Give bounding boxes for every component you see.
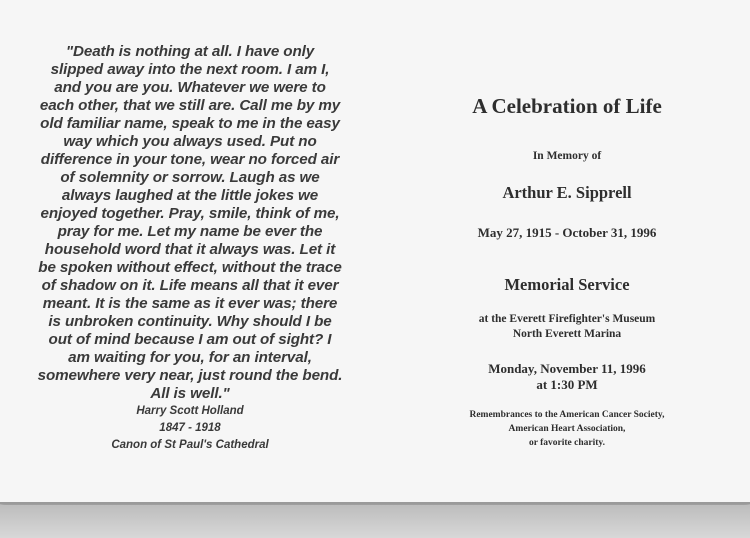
quote-line: each other, that we still are. Call me by my [39, 97, 341, 114]
deceased-name: Arthur E. Sipprell [502, 183, 632, 202]
quote-line: difference in your tone, wear no forced air [40, 151, 340, 168]
quote-line: All is well." [150, 385, 230, 402]
service-location: at the Everett Firefighter's Museum [478, 313, 656, 325]
quote-line: is unbroken continuity. Why should I be [48, 313, 332, 330]
scanner-background [0, 505, 750, 538]
holland-quote [10, 43, 370, 454]
quote-line: am waiting for you, for an interval, [68, 349, 312, 366]
life-dates: May 27, 1915 - October 31, 1996 [477, 225, 657, 240]
quote-line: be spoken without effect, without the trace [38, 259, 342, 276]
program-heading: A Celebration of Life [472, 94, 662, 118]
service-location-2: North Everett Marina [512, 328, 622, 340]
quote-line: out of mind because I am out of sight? I [48, 331, 332, 348]
quote-line: meant. It is the same as it ever was; there [42, 295, 338, 312]
in-memory-label: In Memory of [532, 150, 602, 162]
remembrances-line: American Heart Association, [508, 424, 626, 434]
quote-line: enjoyed together. Pray, smile, think of me, [40, 205, 340, 222]
quote-line: and you are you. Whatever we were to [54, 79, 326, 96]
quote-line: old familiar name, speak to me in the easy [40, 115, 340, 132]
quote-line: of shadow on it. Life means all that it ever [41, 277, 339, 294]
service-heading: Memorial Service [504, 275, 630, 294]
quote-line: somewhere very near, just round the bend. [37, 367, 343, 384]
service-time: at 1:30 PM [536, 377, 598, 392]
quote-line: of solemnity or sorrow. Laugh as we [60, 169, 320, 186]
quote-author-title: Canon of St Paul's Cathedral [111, 439, 269, 451]
quote-line: pray for me. Let my name be ever the [57, 223, 323, 240]
quote-line: slipped away into the next room. I am I, [50, 61, 330, 78]
quote-line: "Death is nothing at all. I have only [65, 43, 315, 60]
quote-author-years: 1847 - 1918 [159, 422, 221, 434]
service-date: Monday, November 11, 1996 [488, 361, 646, 376]
quote-line: always laughed at the little jokes we [61, 187, 319, 204]
quote-line: household word that it always was. Let it [44, 241, 336, 258]
quote-author: Harry Scott Holland [136, 405, 244, 417]
quote-line: way which you always used. Put no [63, 133, 317, 150]
remembrances-line: or favorite charity. [528, 438, 606, 448]
remembrances-line: Remembrances to the American Cancer Society, [469, 410, 665, 420]
